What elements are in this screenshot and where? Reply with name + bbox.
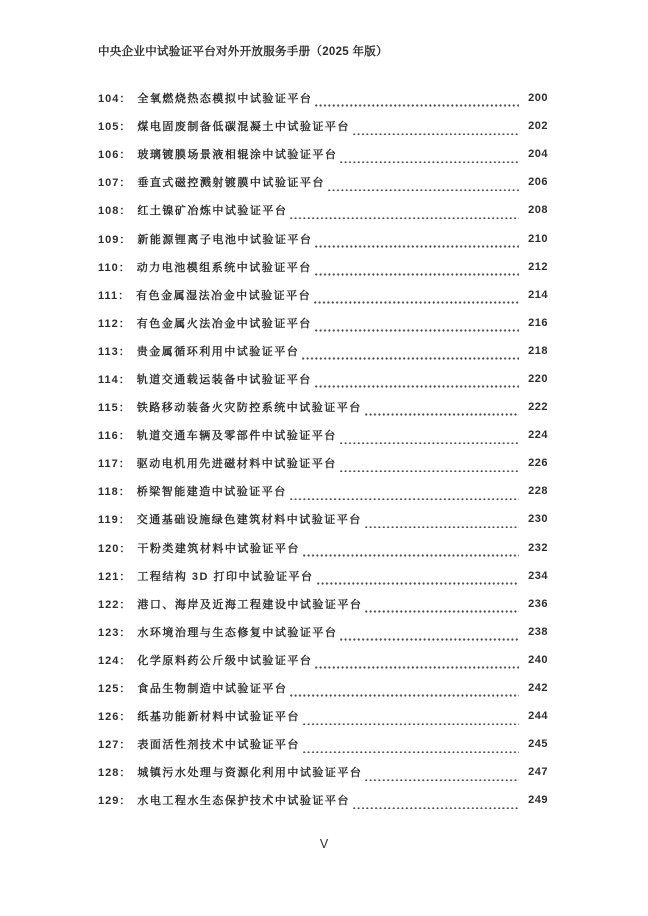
toc-entry-title: 垂直式磁控溅射镀膜中试验证平台 <box>137 177 325 190</box>
toc-entry-page: 230 <box>528 513 548 526</box>
toc-entry-number: 106： <box>98 149 132 162</box>
toc-entry-page: 220 <box>528 372 548 385</box>
toc-entry-title: 交通基础设施绿色建筑材料中试验证平台 <box>136 514 362 527</box>
toc-entry-page: 228 <box>528 485 548 498</box>
toc-entry-title: 红土镍矿冶炼中试验证平台 <box>137 205 288 218</box>
toc-entry-title: 铁路移动装备火灾防控系统中试验证平台 <box>136 402 362 415</box>
toc-entry-title: 水电工程水生态保护技术中试验证平台 <box>137 795 350 808</box>
toc-entry-number: 113： <box>98 345 131 358</box>
toc-entry-title: 全氧燃烧热态模拟中试验证平台 <box>137 93 313 106</box>
toc-entry-title: 纸基功能新材料中试验证平台 <box>137 711 300 724</box>
toc-entry-page: 245 <box>528 738 548 751</box>
toc-entry-number: 128： <box>98 767 132 780</box>
toc-entry-number: 119： <box>98 514 131 527</box>
toc-dot-leader <box>302 713 519 725</box>
toc-entry <box>98 758 548 786</box>
toc-entry-page: 212 <box>528 260 548 273</box>
toc-entry-number: 111： <box>98 289 131 302</box>
toc-entry <box>98 618 548 646</box>
toc-entry-page: 204 <box>528 148 548 161</box>
toc-dot-leader <box>314 95 519 107</box>
toc-dot-leader <box>289 207 519 219</box>
toc-dot-leader <box>289 685 519 697</box>
toc-entry <box>98 281 548 309</box>
toc-entry-page: 238 <box>528 625 548 638</box>
toc-entry-number: 127： <box>98 739 132 752</box>
toc-entry-title: 有色金属湿法冶金中试验证平台 <box>136 289 312 302</box>
toc-entry <box>98 730 548 758</box>
toc-entry-page: 224 <box>528 429 548 442</box>
toc-entry-title: 食品生物制造中试验证平台 <box>137 683 288 696</box>
toc-entry-number: 121： <box>98 570 132 583</box>
toc-entry-page: 226 <box>528 457 548 470</box>
toc-entry-number: 112： <box>98 317 131 330</box>
toc-entry-title: 驱动电机用先进磁材料中试验证平台 <box>136 458 337 471</box>
toc-entry-title: 新能源锂离子电池中试验证平台 <box>137 233 313 246</box>
toc-dot-leader <box>316 573 519 585</box>
toc-dot-leader <box>364 601 519 613</box>
toc-entry-title: 水环境治理与生态修复中试验证平台 <box>137 626 338 639</box>
toc-entry-title: 玻璃镀膜场景液相辊涂中试验证平台 <box>137 149 338 162</box>
toc-entry-page: 247 <box>528 766 548 779</box>
toc-dot-leader <box>352 123 519 135</box>
toc-entry-title: 轨道交通载运装备中试验证平台 <box>136 373 312 386</box>
document-header-title: 中央企业中试验证平台对外开放服务手册（2025 年版） <box>98 46 388 58</box>
toc-dot-leader <box>314 657 519 669</box>
toc-entry <box>98 477 548 505</box>
toc-entry <box>98 421 548 449</box>
toc-entry <box>98 562 548 590</box>
toc-entry <box>98 646 548 674</box>
toc-entry-number: 123： <box>98 626 132 639</box>
toc-entry-title: 贵金属循环利用中试验证平台 <box>136 345 300 358</box>
toc-entry <box>98 337 548 365</box>
toc-entry <box>98 112 548 140</box>
toc-entry-number: 109： <box>98 233 132 246</box>
toc-entry-page: 206 <box>528 176 548 189</box>
toc-entry-title: 城镇污水处理与资源化利用中试验证平台 <box>137 767 363 780</box>
toc-entry <box>98 168 548 196</box>
toc-dot-leader <box>313 292 519 304</box>
toc-entry-number: 122： <box>98 598 132 611</box>
page-number: V <box>319 837 329 851</box>
toc-entry-page: 214 <box>528 288 548 301</box>
toc-entry-page: 222 <box>528 401 548 414</box>
toc-entry-page: 244 <box>528 710 548 723</box>
toc-entry <box>98 253 548 281</box>
toc-entry-title: 干粉类建筑材料中试验证平台 <box>137 542 300 555</box>
toc-entry-page: 249 <box>528 794 548 807</box>
toc-entry-title: 桥梁智能建造中试验证平台 <box>136 486 287 499</box>
toc-entry-number: 105： <box>98 121 132 134</box>
toc-entry-page: 210 <box>528 232 548 245</box>
toc-entry <box>98 224 548 252</box>
toc-entry <box>98 505 548 533</box>
toc-entry-page: 202 <box>528 120 548 133</box>
toc-entry <box>98 702 548 730</box>
toc-entry <box>98 84 548 112</box>
toc-entry-title: 港口、海岸及近海工程建设中试验证平台 <box>137 598 363 611</box>
toc-dot-leader <box>314 376 519 388</box>
toc-entry-number: 110： <box>98 261 131 274</box>
toc-entry-number: 117： <box>98 458 131 471</box>
toc-entry <box>98 674 548 702</box>
toc-entry-title: 表面活性剂技术中试验证平台 <box>137 739 300 752</box>
toc-entry <box>98 365 548 393</box>
toc-entry-page: 232 <box>528 541 548 554</box>
toc-entry <box>98 534 548 562</box>
toc-entry-number: 108： <box>98 205 132 218</box>
toc-entry-title: 化学原料药公斤级中试验证平台 <box>137 654 313 667</box>
toc-dot-leader <box>339 629 519 641</box>
toc-entry <box>98 393 548 421</box>
toc-dot-leader <box>364 404 519 416</box>
toc-entry-page: 208 <box>528 204 548 217</box>
toc-dot-leader <box>352 797 519 809</box>
toc-dot-leader <box>364 516 519 528</box>
toc-entry-page: 216 <box>528 316 548 329</box>
toc-dot-leader <box>302 545 519 557</box>
toc-entry-title: 煤电固废制备低碳混凝土中试验证平台 <box>137 121 350 134</box>
toc-entry-number: 124： <box>98 654 132 667</box>
toc-entry-title: 工程结构 3D 打印中试验证平台 <box>137 570 314 583</box>
toc-entry-title: 动力电池模组系统中试验证平台 <box>136 261 312 274</box>
toc-entry-number: 126： <box>98 711 132 724</box>
toc-entry-number: 116： <box>98 430 131 443</box>
toc-entry-title: 轨道交通车辆及零部件中试验证平台 <box>136 430 337 443</box>
toc-entry-number: 115： <box>98 402 131 415</box>
toc-dot-leader <box>339 432 519 444</box>
toc-entry <box>98 196 548 224</box>
toc-entry-number: 125： <box>98 683 132 696</box>
toc-entry-number: 104： <box>98 93 132 106</box>
toc-dot-leader <box>339 151 519 163</box>
toc-entry-page: 242 <box>528 682 548 695</box>
toc-entry <box>98 449 548 477</box>
toc-entry-page: 218 <box>528 344 548 357</box>
toc-dot-leader <box>314 320 519 332</box>
toc-entry-number: 120： <box>98 542 132 555</box>
toc-dot-leader <box>314 264 519 276</box>
toc-entry-number: 107： <box>98 177 132 190</box>
table-of-contents <box>98 84 548 814</box>
toc-entry-page: 234 <box>528 569 548 582</box>
toc-entry <box>98 786 548 814</box>
toc-dot-leader <box>301 348 519 360</box>
toc-entry-number: 114： <box>98 373 131 386</box>
toc-entry-number: 118： <box>98 486 131 499</box>
toc-dot-leader <box>289 488 519 500</box>
toc-dot-leader <box>302 741 519 753</box>
toc-dot-leader <box>327 179 519 191</box>
toc-entry-page: 240 <box>528 653 548 666</box>
toc-entry-page: 200 <box>528 92 548 105</box>
toc-entry-page: 236 <box>528 597 548 610</box>
toc-entry <box>98 140 548 168</box>
toc-entry <box>98 309 548 337</box>
toc-dot-leader <box>314 236 519 248</box>
toc-entry <box>98 590 548 618</box>
toc-dot-leader <box>364 769 519 781</box>
toc-entry-number: 129： <box>98 795 132 808</box>
toc-entry-title: 有色金属火法冶金中试验证平台 <box>136 317 312 330</box>
toc-dot-leader <box>339 460 519 472</box>
